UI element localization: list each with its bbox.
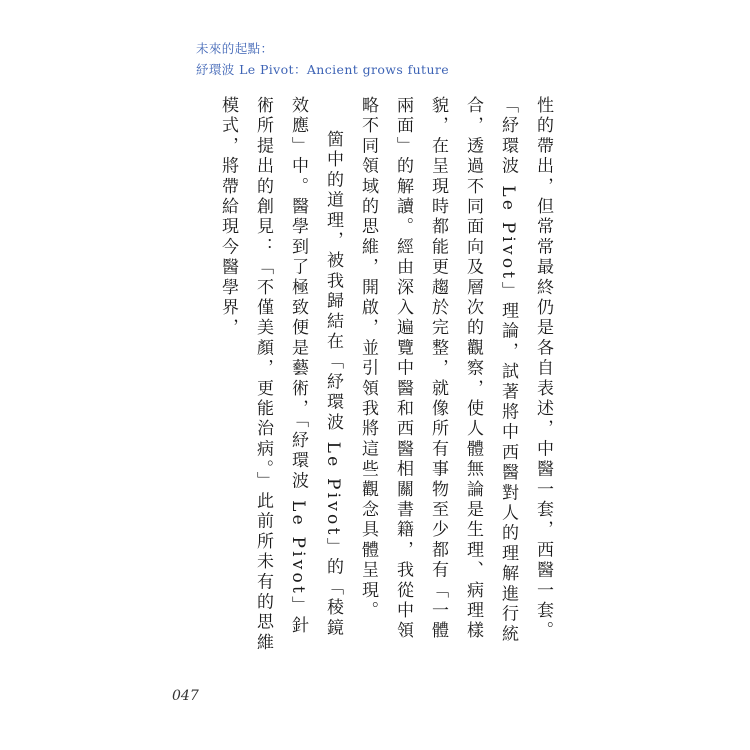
paragraph-1: 性的帶出，但常常最終仍是各自表述，中醫一套，西醫一套。「紓環波 Le Pivot」理論，試著將中西醫對人的理解進行統合，透過不同面向及層次的觀察，使人體無論是生理、病理樣貌，在呈現時都能更趨於完整，就像所有事物至少都有「一體兩面」的解讀。經由深入遍覽中醫和西醫相關書籍，我從中領略不同領域的思維，開啟，並引領我將這些觀念具體呈現。: [358, 96, 553, 645]
chapter-title-line-1: 未來的起點：: [196, 41, 274, 56]
chapter-title-line-2: 紓環波 Le Pivot：Ancient grows future: [196, 62, 450, 77]
chapter-header: [196, 38, 449, 80]
paragraph-2: 箇中的道理，被我歸結在「紓環波 Le Pivot」的「稜鏡效應」中。醫學到了極致便是藝術，「紓環波 Le Pivot」針術所提出的創見：「不僅美顏，更能治病。」此前所未有的思維模式，將帶給現今醫學界，: [218, 96, 343, 654]
page-number: 047: [172, 688, 199, 704]
vertical-body-text: [150, 96, 560, 656]
